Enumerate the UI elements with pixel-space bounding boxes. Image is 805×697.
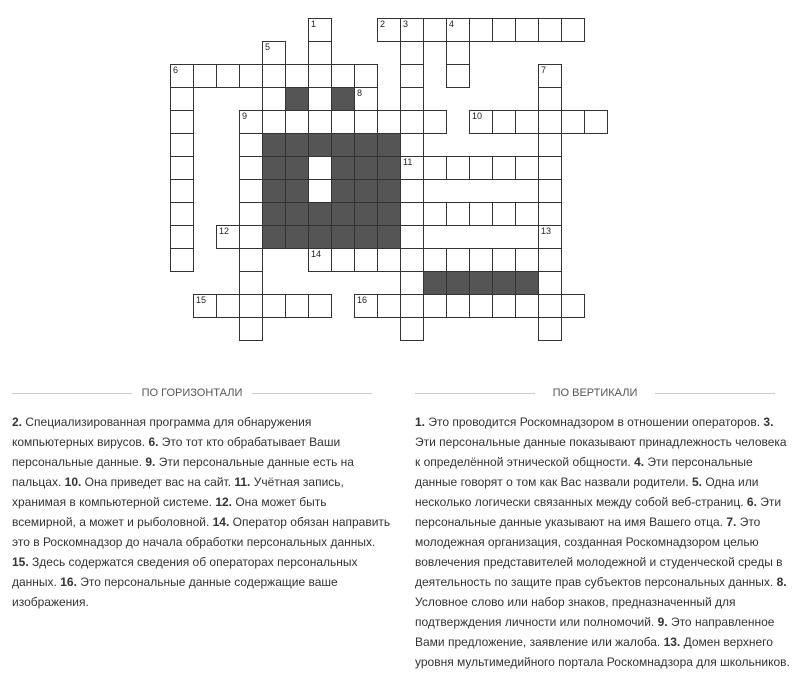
grid-cell[interactable] [469,156,493,180]
grid-cell[interactable] [262,64,286,88]
grid-cell[interactable] [262,87,286,111]
clue-number: 10 [472,111,483,121]
clue-number: 1. [415,415,426,429]
grid-cell[interactable] [538,202,562,226]
clue-number: 7. [726,515,737,529]
grid-cell[interactable] [515,248,539,272]
clue-number: 7 [541,65,547,75]
grid-cell[interactable] [538,179,562,203]
clue-number: 2. [12,415,23,429]
grid-cell[interactable] [377,248,401,272]
grid-cell[interactable] [423,110,447,134]
blocked-cell [308,202,332,226]
blocked-cell [331,202,355,226]
grid-cell[interactable] [170,225,194,249]
grid-cell[interactable] [239,156,263,180]
grid-cell[interactable] [331,64,355,88]
clue-number: 3. [763,415,774,429]
clue-number: 4 [449,19,455,29]
blocked-cell [262,202,286,226]
blocked-cell [331,156,355,180]
down-heading: ПО ВЕРТИКАЛИ [415,383,775,403]
grid-cell[interactable] [423,294,447,318]
blocked-cell [285,87,309,111]
grid-cell[interactable] [515,202,539,226]
grid-cell[interactable] [538,64,562,88]
grid-cell[interactable] [469,294,493,318]
clue-number: 16. [60,575,77,589]
grid-cell[interactable] [492,110,516,134]
clue-text: Домен верхнего уровня мультимедийного портала Роскомнадзора для школьников. [415,635,790,669]
blocked-cell [262,179,286,203]
clue-number: 9 [242,111,248,121]
grid-cell[interactable] [515,294,539,318]
grid-cell[interactable] [400,248,424,272]
clue-number: 6 [173,65,179,75]
clue-text: Это направленное Вами предложение, заявление или жалоба. [415,615,775,649]
grid-cell[interactable] [239,317,263,341]
grid-cell[interactable] [446,294,470,318]
grid-cell[interactable] [170,156,194,180]
clue-number: 15. [12,555,29,569]
grid-cell[interactable] [538,248,562,272]
grid-cell[interactable] [515,18,539,42]
grid-cell[interactable] [400,271,424,295]
grid-cell[interactable] [492,156,516,180]
clue-number: 12 [219,226,230,236]
grid-cell[interactable] [492,294,516,318]
grid-cell[interactable] [239,202,263,226]
blocked-cell [308,133,332,157]
clue-number: 5 [265,42,271,52]
grid-cell[interactable] [216,64,240,88]
clue-number: 14. [212,515,230,529]
clue-number: 8 [357,88,363,98]
clue-text: Условное слово или набор знаков, предназначенный для подтверждения личности или полномочий. [415,595,736,629]
grid-cell[interactable] [308,87,332,111]
grid-cell[interactable] [239,110,263,134]
clue-number: 14 [311,249,322,259]
grid-cell[interactable] [377,294,401,318]
across-clues [12,412,392,612]
clue-text: Это тот кто обрабатывает Ваши персональные данные. [12,435,341,469]
clue-number: 2 [380,19,386,29]
blocked-cell [515,271,539,295]
grid-cell[interactable] [561,294,585,318]
grid-cell[interactable] [400,294,424,318]
grid-cell[interactable] [446,18,470,42]
grid-cell[interactable] [170,202,194,226]
grid-cell[interactable] [308,156,332,180]
grid-cell[interactable] [354,110,378,134]
grid-cell[interactable] [400,156,424,180]
grid-cell[interactable] [492,248,516,272]
blocked-cell [285,179,309,203]
grid-cell[interactable] [377,18,401,42]
grid-cell[interactable] [308,179,332,203]
grid-cell[interactable] [469,110,493,134]
grid-cell[interactable] [515,156,539,180]
grid-cell[interactable] [285,294,309,318]
grid-cell[interactable] [354,294,378,318]
grid-cell[interactable] [423,248,447,272]
blocked-cell [354,133,378,157]
grid-cell[interactable] [354,64,378,88]
grid-cell[interactable] [400,64,424,88]
clue-text: Она приведет вас на сайт. [81,475,235,489]
grid-cell[interactable] [285,110,309,134]
grid-cell[interactable] [170,64,194,88]
grid-cell[interactable] [193,294,217,318]
clue-number: 1 [311,19,317,29]
grid-cell[interactable] [561,18,585,42]
blocked-cell [285,133,309,157]
blocked-cell [377,225,401,249]
grid-cell[interactable] [584,110,608,134]
grid-cell[interactable] [354,248,378,272]
clue-number: 11. [234,475,251,489]
grid-cell[interactable] [446,41,470,65]
grid-cell[interactable] [400,110,424,134]
clue-number: 13 [541,226,552,236]
clue-number: 8. [776,575,787,589]
grid-cell[interactable] [239,64,263,88]
grid-cell[interactable] [538,87,562,111]
grid-cell[interactable] [538,133,562,157]
grid-cell[interactable] [308,248,332,272]
clue-number: 9. [145,455,156,469]
blocked-cell [285,225,309,249]
blocked-cell [331,225,355,249]
clue-number: 13. [663,635,681,649]
clue-number: 9. [657,615,668,629]
grid-cell[interactable] [446,202,470,226]
grid-cell[interactable] [446,64,470,88]
clue-number: 10. [64,475,82,489]
clue-text: Здесь содержатся сведения об операторах персональных данных. [12,555,358,589]
grid-cell[interactable] [423,18,447,42]
grid-cell[interactable] [538,225,562,249]
clue-number: 3 [403,19,409,29]
clue-number: 11 [403,157,413,167]
blocked-cell [377,179,401,203]
grid-cell[interactable] [216,225,240,249]
grid-cell[interactable] [400,179,424,203]
grid-cell[interactable] [400,317,424,341]
grid-cell[interactable] [170,248,194,272]
down-clues [415,412,795,672]
clue-text: Специализированная программа для обнаружения компьютерных вирусов. [12,415,312,449]
grid-cell[interactable] [538,156,562,180]
grid-cell[interactable] [492,18,516,42]
blocked-cell [354,156,378,180]
clue-text: Эти персональные данные говорят о том как Вас назвали родители. [415,455,753,489]
clue-number: 12. [215,495,233,509]
blocked-cell [331,87,355,111]
clue-number: 6. [148,435,159,449]
grid-cell[interactable] [400,18,424,42]
blocked-cell [262,225,286,249]
blocked-cell [354,202,378,226]
grid-cell[interactable] [423,202,447,226]
clue-text: Оператор обязан направить это в Роскомнадзор до начала обработки персональных данных. [12,515,391,549]
across-heading: ПО ГОРИЗОНТАЛИ [12,383,372,403]
grid-cell[interactable] [400,133,424,157]
blocked-cell [308,225,332,249]
clue-text: Это проводится Роскомнадзором в отношении операторов. [425,415,764,429]
grid-cell[interactable] [170,110,194,134]
clue-text: Она может быть всемирной, а может и рыболовной. [12,495,327,529]
blocked-cell [354,225,378,249]
blocked-cell [377,202,401,226]
grid-cell[interactable] [492,202,516,226]
grid-cell[interactable] [446,248,470,272]
grid-cell[interactable] [331,248,355,272]
clue-text: Учётная запись, хранимая в компьютерной системе. [12,475,344,509]
blocked-cell [469,271,493,295]
clue-text: Это молодежная организация, созданная Роскомнадзором целью вовлечения представителей молодежной и студенческой среды в деятельность по защите прав субъектов персональных данных. [415,515,783,589]
grid-cell[interactable] [239,271,263,295]
grid-cell[interactable] [400,225,424,249]
clue-number: 5. [691,475,702,489]
grid-cell[interactable] [308,41,332,65]
grid-cell[interactable] [538,294,562,318]
grid-cell[interactable] [515,110,539,134]
grid-cell[interactable] [285,64,309,88]
clue-text: Одна или несколько логически связанных между собой веб-страниц. [415,475,759,509]
grid-cell[interactable] [239,133,263,157]
grid-cell[interactable] [331,110,355,134]
grid-cell[interactable] [193,64,217,88]
blocked-cell [331,133,355,157]
blocked-cell [262,133,286,157]
grid-cell[interactable] [262,294,286,318]
blocked-cell [492,271,516,295]
grid-cell[interactable] [446,156,470,180]
grid-cell[interactable] [239,179,263,203]
clue-text: Эти персональные данные показывают принадлежность человека к определённой этнической общности. [415,435,787,469]
clue-number: 15 [196,295,207,305]
grid-cell[interactable] [170,179,194,203]
grid-cell[interactable] [262,41,286,65]
grid-cell[interactable] [400,87,424,111]
blocked-cell [331,179,355,203]
grid-cell[interactable] [423,156,447,180]
blocked-cell [285,202,309,226]
grid-cell[interactable] [377,110,401,134]
clue-text: Эти персональные данные указывают на имя Вашего отца. [415,495,782,529]
clue-number: 4. [634,455,645,469]
grid-cell[interactable] [262,110,286,134]
grid-cell[interactable] [538,18,562,42]
grid-cell[interactable] [538,317,562,341]
grid-cell[interactable] [561,110,585,134]
clue-text: Это персональные данные содержащие ваше изображения. [12,575,338,609]
grid-cell[interactable] [538,271,562,295]
blocked-cell [354,179,378,203]
clue-number: 16 [357,295,368,305]
blocked-cell [446,271,470,295]
grid-cell[interactable] [469,18,493,42]
grid-cell[interactable] [308,294,332,318]
clue-text: Эти персональные данные есть на пальцах. [12,455,354,489]
grid-cell[interactable] [354,87,378,111]
grid-cell[interactable] [239,248,263,272]
grid-cell[interactable] [216,294,240,318]
grid-cell[interactable] [400,41,424,65]
grid-cell[interactable] [170,133,194,157]
grid-cell[interactable] [469,202,493,226]
blocked-cell [377,156,401,180]
grid-cell[interactable] [308,18,332,42]
grid-cell[interactable] [239,225,263,249]
blocked-cell [377,133,401,157]
grid-cell[interactable] [170,87,194,111]
blocked-cell [423,271,447,295]
grid-cell[interactable] [308,64,332,88]
grid-cell[interactable] [538,110,562,134]
clue-number: 6. [746,495,757,509]
grid-cell[interactable] [469,248,493,272]
grid-cell[interactable] [308,110,332,134]
blocked-cell [262,156,286,180]
grid-cell[interactable] [239,294,263,318]
blocked-cell [285,156,309,180]
grid-cell[interactable] [400,202,424,226]
